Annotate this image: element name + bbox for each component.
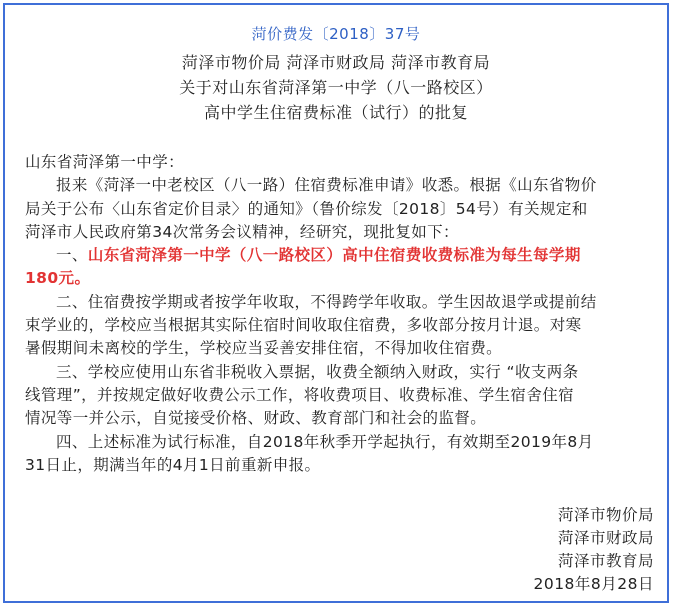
signature-org: 菏泽市教育局 bbox=[557, 552, 654, 570]
addressee: 山东省菏泽第一中学： bbox=[25, 153, 185, 171]
paragraph-1-line: 报来《菏泽一中老校区（八一路）住宿费标准申请》收悉。根据《山东省物价 bbox=[56, 176, 597, 195]
signature-org: 菏泽市财政局 bbox=[557, 529, 654, 547]
paragraph-1-line: 菏泽市人民政府第34次常务会议精神，经研究，现批复如下： bbox=[25, 222, 459, 241]
document-frame bbox=[3, 3, 669, 603]
paragraph-3-line: 二、住宿费按学期或者按学年收取，不得跨学年收取。学生因故退学或提前结 bbox=[56, 292, 597, 311]
signature-org: 菏泽市物价局 bbox=[557, 506, 654, 524]
document-body bbox=[25, 151, 657, 477]
signature-date: 2018年8月28日 bbox=[533, 575, 654, 593]
paragraph-2-line bbox=[25, 244, 657, 267]
paragraph-5-line: 四、上述标准为试行标准，自2018年秋季开学起执行，有效期至2019年8月 bbox=[56, 432, 594, 451]
fee-standard-highlight: 山东省菏泽第一中学（八一路校区）高中住宿费收费标准为每生每学期 bbox=[87, 246, 581, 265]
document-number: 菏价费发〔2018〕37号 bbox=[251, 25, 421, 43]
paragraph-5-line: 31日止，期满当年的4月1日前重新申报。 bbox=[25, 455, 321, 474]
issuing-agencies: 菏泽市物价局 菏泽市财政局 菏泽市教育局 bbox=[181, 53, 491, 72]
paragraph-4-line: 情况等一并公示，自觉接受价格、财政、教育部门和社会的监督。 bbox=[25, 409, 487, 428]
fee-amount-highlight: 180元。 bbox=[25, 269, 91, 288]
paragraph-4-line: 线管理”，并按规定做好收费公示工作，将收费项目、收费标准、学生宿舍住宿 bbox=[25, 385, 575, 404]
item-prefix: 一、 bbox=[56, 246, 88, 265]
signature-block bbox=[533, 504, 654, 596]
paragraph-3-line: 暑假期间未离校的学生，学校应当妥善安排住宿，不得加收住宿费。 bbox=[25, 339, 503, 358]
paragraph-1-line: 局关于公布〈山东省定价目录〉的通知》（鲁价综发〔2018〕54号）有关规定和 bbox=[25, 199, 588, 218]
paragraph-3-line: 束学业的，学校应当根据其实际住宿时间收取住宿费，多收部分按月计退。对寒 bbox=[25, 316, 582, 335]
paragraph-4-line: 三、学校应使用山东省非税收入票据，收费全额纳入财政，实行 “收支两条 bbox=[56, 362, 579, 381]
document-title-line-2: 高中学生住宿费标准（试行）的批复 bbox=[203, 103, 468, 122]
document-title-line-1: 关于对山东省菏泽第一中学（八一路校区） bbox=[179, 78, 493, 97]
